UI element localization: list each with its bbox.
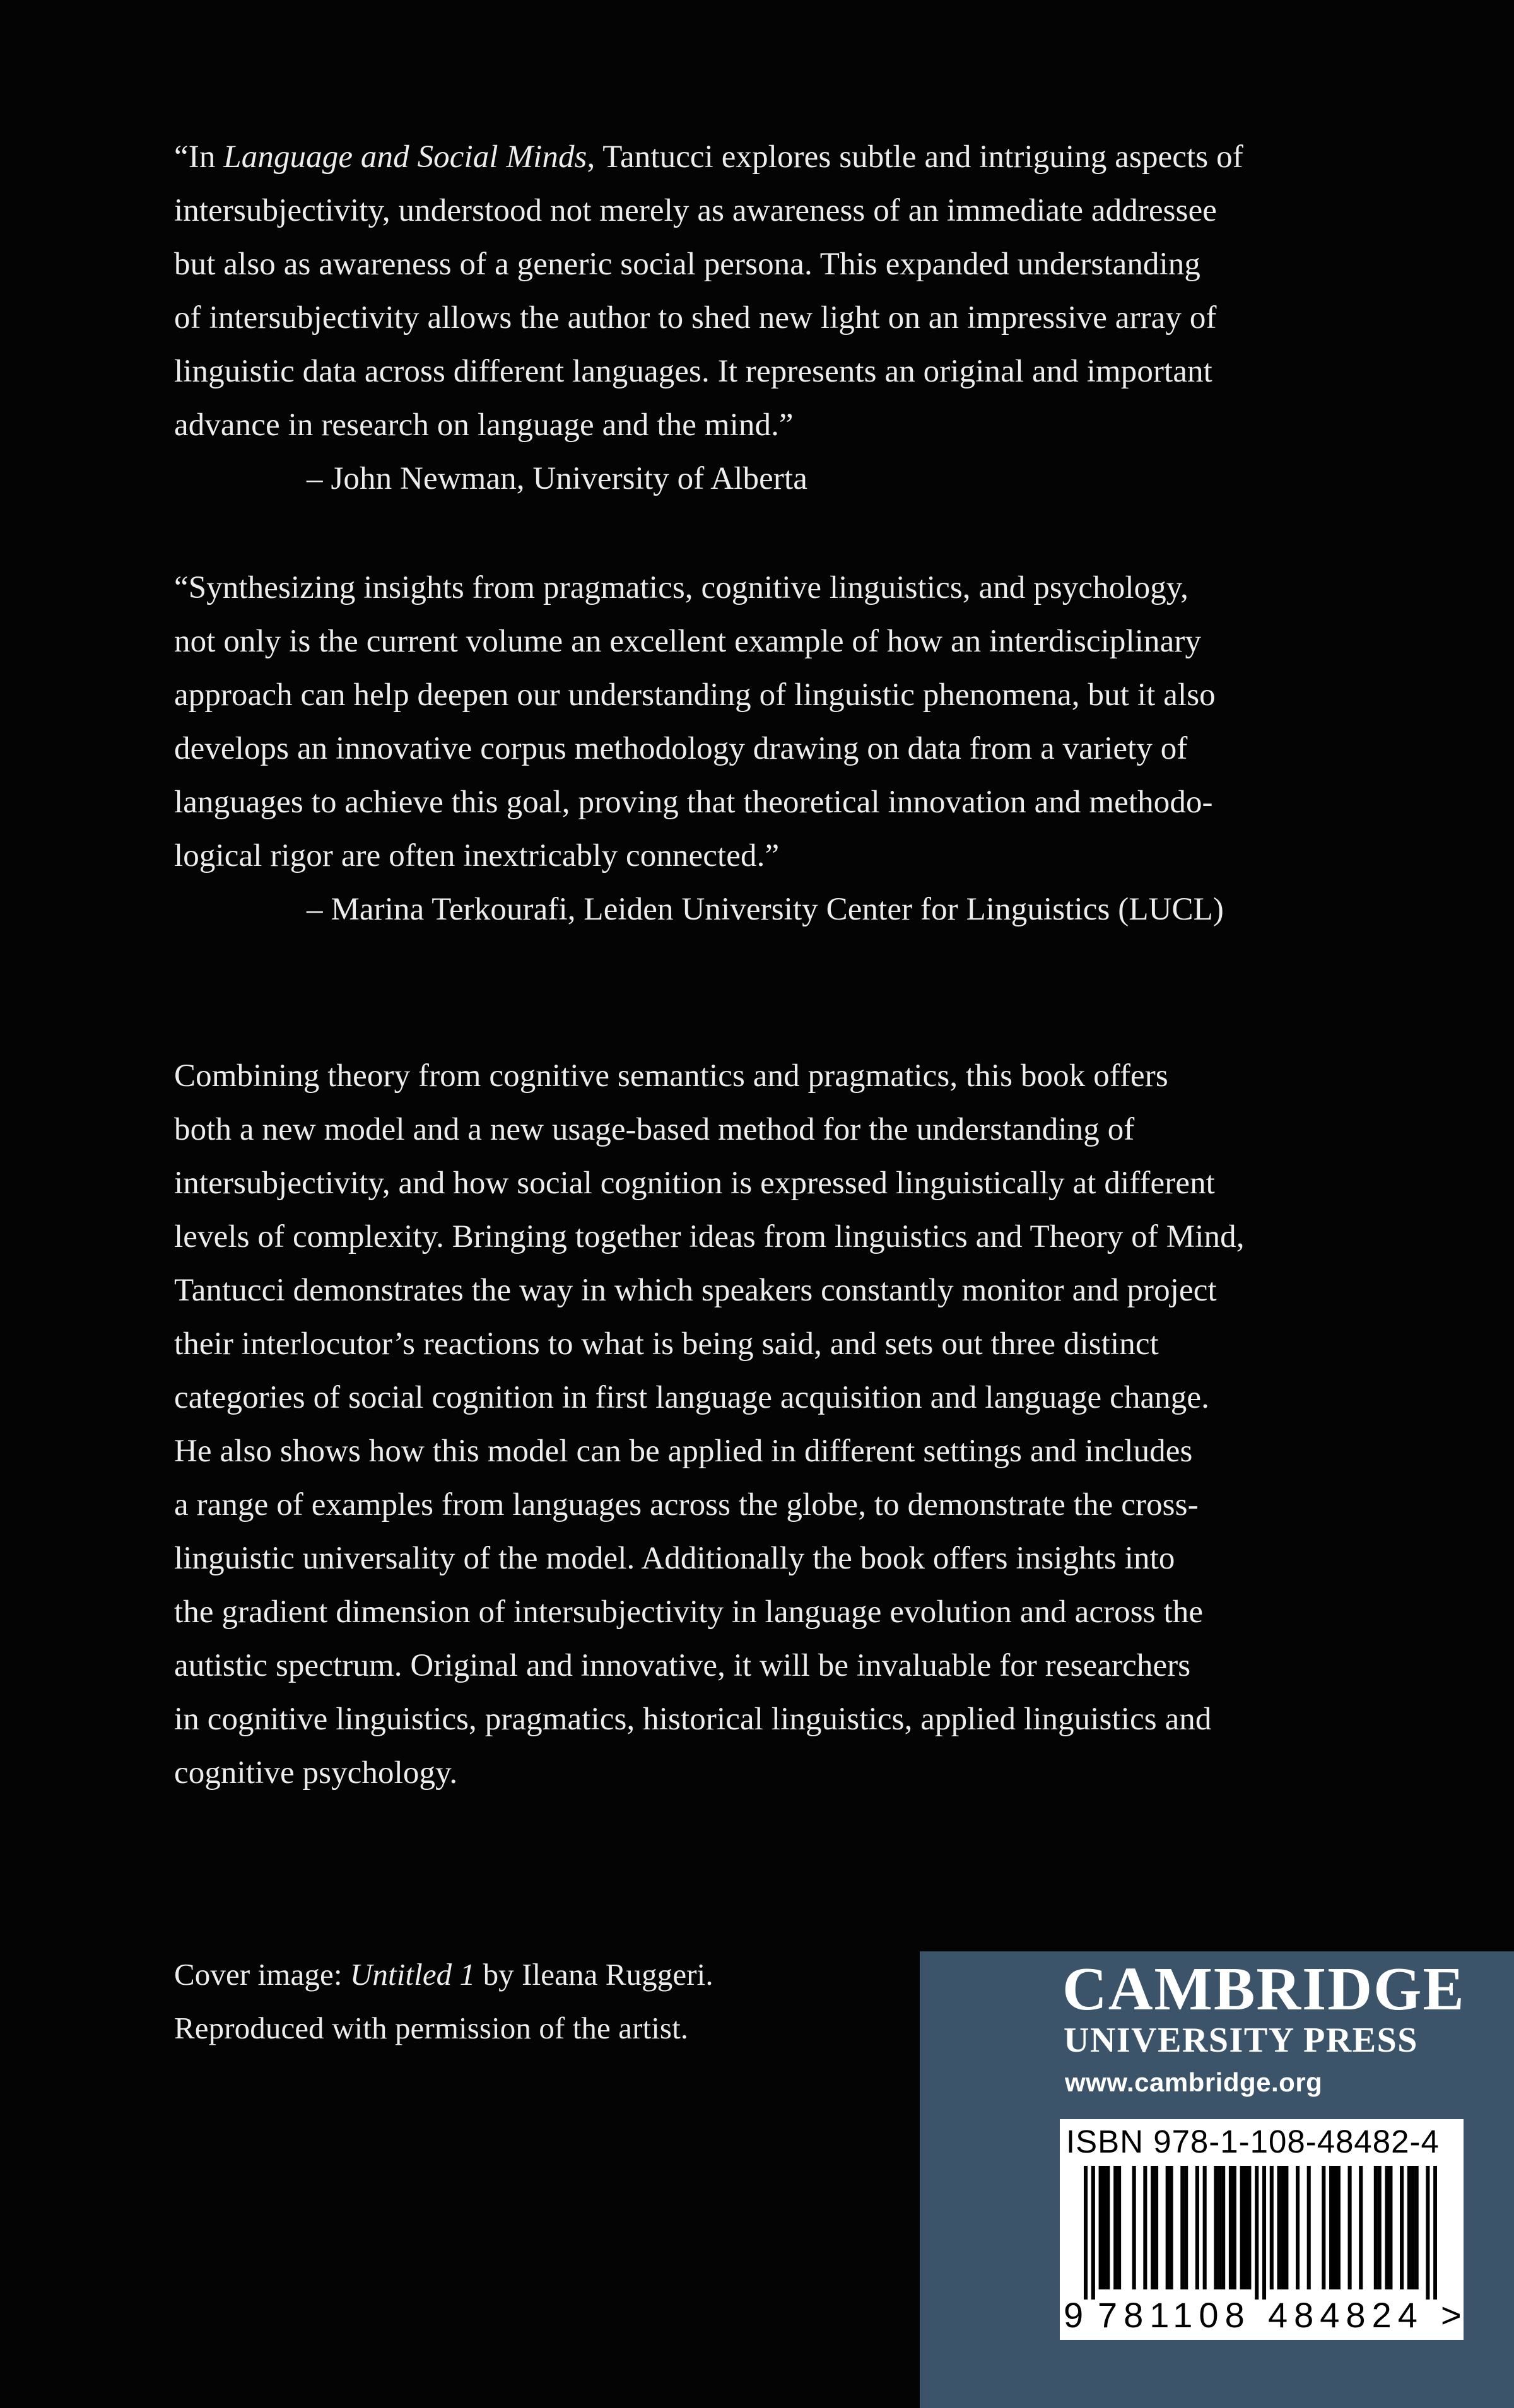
quote-line: linguistic data across different languages. It represents an original and important [174, 354, 1212, 389]
barcode-bar [1385, 2166, 1388, 2289]
credit-line [174, 1948, 868, 2001]
barcode-bar [1359, 2166, 1363, 2289]
quote-line: approach can help deepen our understanding of linguistic phenomena, but it also [174, 677, 1216, 713]
barcode-bar [1281, 2166, 1284, 2289]
description-line: their interlocutor’s reactions to what is being said, and sets out three distinct [174, 1326, 1159, 1362]
barcode-bar [1307, 2166, 1311, 2289]
credit-prefix: Cover image: [174, 1957, 350, 1992]
barcode-bar [1195, 2166, 1199, 2289]
barcode-bars [1084, 2166, 1437, 2300]
barcode-bar [1106, 2166, 1110, 2289]
description-line: intersubjectivity, and how social cognition is expressed linguistically at different [174, 1166, 1215, 1201]
description-line: levels of complexity. Bringing together ideas from linguistics and Theory of Mind, [174, 1219, 1245, 1254]
barcode-bar [1277, 2166, 1281, 2289]
barcode-bar [1154, 2166, 1158, 2289]
description-line: autistic spectrum. Original and innovative, it will be invaluable for researchers [174, 1648, 1191, 1683]
barcode-bar [1433, 2166, 1437, 2300]
quote-line: advance in research on language and the mind.” [174, 407, 794, 443]
ean-quiet-zone-arrow: > [1441, 2295, 1462, 2335]
barcode-bar [1270, 2166, 1274, 2289]
description-line: Tantucci demonstrates the way in which speakers constantly monitor and project [174, 1273, 1217, 1308]
quote-line: intersubjectivity, understood not merely as awareness of an immediate addressee [174, 193, 1218, 228]
barcode-bar [1091, 2166, 1095, 2300]
barcode-bar [1117, 2166, 1121, 2289]
description-line: both a new model and a new usage-based method for the understanding of [174, 1112, 1135, 1147]
barcode-bar [1426, 2166, 1429, 2300]
publisher-subname: UNIVERSITY PRESS [1064, 2021, 1418, 2060]
credit-line: Reproduced with permission of the artist. [174, 2011, 689, 2045]
description-line: He also shows how this model can be applied in different settings and includes [174, 1434, 1193, 1469]
quote-line [174, 131, 1392, 184]
quote-line: not only is the current volume an excellent example of how an interdisciplinary [174, 624, 1202, 659]
barcode-bar [1296, 2166, 1300, 2289]
artwork-title-italic: Untitled 1 [349, 1957, 476, 1992]
barcode-bar [1102, 2166, 1106, 2289]
quote-line: develops an innovative corpus methodology drawing on data from a variety of [174, 731, 1188, 766]
quote-line: logical rigor are often inextricably connected.” [174, 838, 780, 874]
publisher-name: CAMBRIDGE [1062, 1955, 1465, 2023]
quote-attribution: – Marina Terkourafi, Leiden University Center for Linguistics (LUCL) [307, 892, 1224, 927]
barcode-bar [1170, 2166, 1173, 2289]
cover-image-credit [174, 1948, 868, 2055]
barcode-bar [1166, 2166, 1170, 2289]
description-line: the gradient dimension of intersubjectivity in language evolution and across the [174, 1594, 1204, 1630]
barcode-bar [1322, 2166, 1325, 2289]
barcode-bar [1284, 2166, 1288, 2289]
barcode-bar [1180, 2166, 1184, 2289]
isbn-barcode [1060, 2119, 1464, 2340]
credit-artist: by Ileana Ruggeri. [475, 1957, 713, 1992]
description-line: in cognitive linguistics, pragmatics, historical linguistics, applied linguistics and [174, 1702, 1212, 1737]
barcode-bar [1143, 2166, 1147, 2289]
barcode-bar [1084, 2166, 1088, 2300]
barcode-bar [1243, 2166, 1247, 2289]
description-line: Combining theory from cognitive semantics and pragmatics, this book offers [174, 1058, 1168, 1094]
quote-attribution: – John Newman, University of Alberta [307, 461, 807, 496]
barcode-bar [1411, 2166, 1415, 2289]
description-line: categories of social cognition in first language acquisition and language change. [174, 1380, 1209, 1415]
barcode-bar [1218, 2166, 1221, 2289]
description-line: linguistic universality of the model. Additionally the book offers insights into [174, 1541, 1175, 1576]
description-line: cognitive psychology. [174, 1755, 458, 1791]
barcode-bar [1151, 2166, 1154, 2289]
barcode-bar [1099, 2166, 1103, 2289]
barcode-bar [1329, 2166, 1333, 2289]
publisher-panel [920, 1951, 1514, 2408]
ean-left-digits: 781108 [1098, 2295, 1251, 2335]
barcode-bar [1214, 2166, 1218, 2289]
isbn-label: ISBN 978-1-108-48482-4 [1066, 2124, 1440, 2160]
barcode-bar [1337, 2166, 1341, 2289]
barcode-bar [1233, 2166, 1236, 2289]
barcode-bar [1378, 2166, 1382, 2289]
endorsement-quote-newman [174, 131, 1392, 506]
barcode-bar [1262, 2166, 1266, 2300]
barcode-bar [1240, 2166, 1244, 2289]
publisher-logo [1062, 1954, 1465, 2101]
barcode-bar [1203, 2166, 1207, 2289]
ean-first-digit: 9 [1064, 2295, 1084, 2335]
quote-line: languages to achieve this goal, proving that theoretical innovation and methodo- [174, 785, 1213, 820]
quote-line-rest: , Tantucci explores subtle and intriguing aspects of [587, 139, 1243, 175]
barcode-bar [1348, 2166, 1352, 2289]
barcode-bar [1388, 2166, 1392, 2289]
quote-open: “In [174, 139, 224, 175]
barcode-bar [1229, 2166, 1233, 2289]
barcode-bar [1400, 2166, 1404, 2289]
book-description [174, 1049, 1392, 1800]
quote-line: but also as awareness of a generic social persona. This expanded understanding [174, 247, 1200, 282]
barcode-bar [1184, 2166, 1188, 2289]
barcode-bar [1415, 2166, 1419, 2289]
ean-right-digits: 484824 [1268, 2295, 1424, 2335]
barcode-bar [1407, 2166, 1411, 2289]
barcode-bar [1374, 2166, 1378, 2289]
book-title-italic: Language and Social Minds [223, 139, 587, 175]
barcode-bar [1132, 2166, 1136, 2289]
quote-line: of intersubjectivity allows the author to shed new light on an impressive array of [174, 300, 1217, 336]
quote-line: “Synthesizing insights from pragmatics, cognitive linguistics, and psychology, [174, 570, 1188, 605]
barcode-bar [1333, 2166, 1337, 2289]
publisher-url: www.cambridge.org [1065, 2067, 1323, 2097]
barcode-bar [1255, 2166, 1259, 2300]
endorsement-quote-terkourafi [174, 561, 1392, 937]
barcode-bar [1247, 2166, 1251, 2289]
description-line: a range of examples from languages across the globe, to demonstrate the cross- [174, 1487, 1199, 1523]
barcode-bar [1113, 2166, 1117, 2289]
barcode-bar [1221, 2166, 1225, 2289]
